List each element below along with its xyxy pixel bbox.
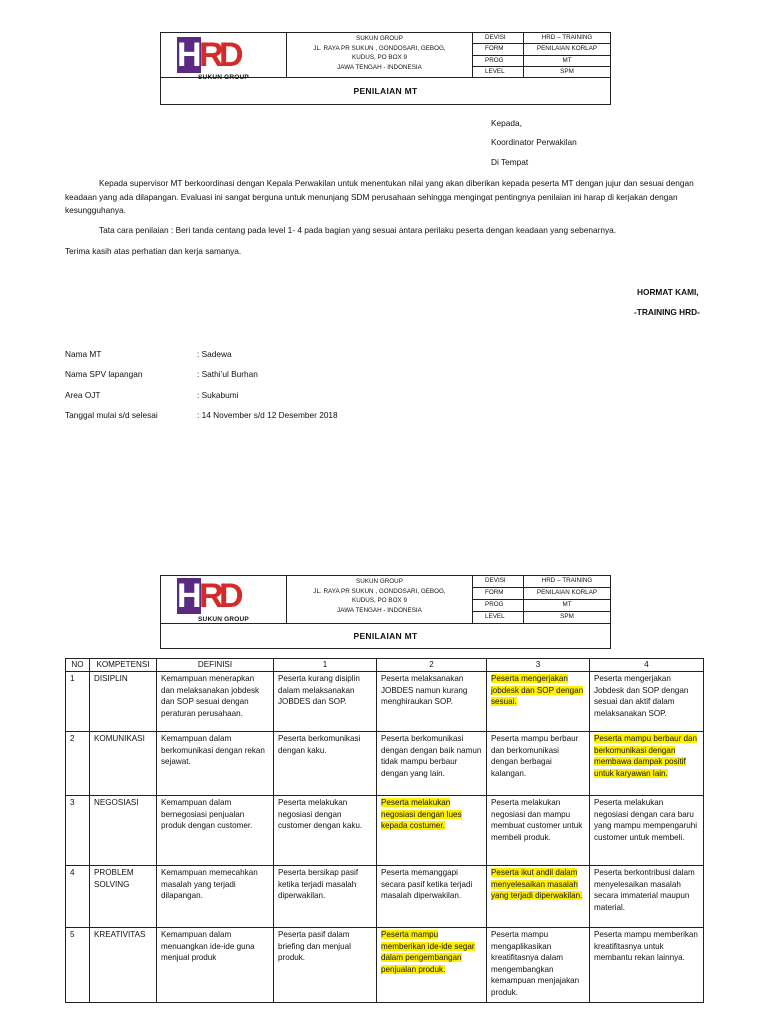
info-value: : Sukabumi <box>197 390 239 400</box>
info-value: : Sathi’ul Burhan <box>197 369 258 379</box>
competency-name <box>90 866 157 928</box>
meta-key: FORM <box>473 588 524 599</box>
competency-definition <box>157 732 274 796</box>
table-row <box>66 672 704 732</box>
competency-name <box>90 928 157 1003</box>
meta-key: PROG <box>473 56 524 66</box>
info-label: Nama MT <box>65 349 102 359</box>
hrd-logo: H R D <box>177 36 244 74</box>
competency-table <box>65 658 704 1003</box>
column-header: 2 <box>377 659 487 672</box>
table-row <box>66 866 704 928</box>
meta-value: HRD – TRAINING <box>541 34 593 41</box>
row-number-text: 5 <box>70 930 75 939</box>
competency-name <box>90 732 157 796</box>
recipient-line: Di Tempat <box>491 157 529 167</box>
meta-value: MT <box>562 601 572 608</box>
level-2-cell <box>377 796 487 866</box>
meta-table <box>473 576 610 623</box>
company-address <box>287 33 473 77</box>
logo-text: SUKUN GROUP <box>198 74 249 81</box>
level-2-cell-text: Peserta melaksanakan JOBDES namun kurang menghiraukan SOP. <box>381 674 468 706</box>
competency-name <box>90 672 157 732</box>
level-3-cell <box>487 672 590 732</box>
logo-cell <box>161 576 287 623</box>
address-line: JAWA TENGAH - INDONESIA <box>337 63 422 71</box>
level-1-cell <box>274 928 377 1003</box>
row-number <box>66 866 90 928</box>
level-2-cell-text: Peserta berkomunikasi dengan dengan baik namun tidak mampu berbaur dengan yang lain. <box>381 734 482 778</box>
competency-definition <box>157 928 274 1003</box>
row-number-text: 3 <box>70 798 75 807</box>
level-3-cell-text: Peserta mampu mengaplikasikan kreatifitasnya dalam mengembangkan kemampuan menjajakan produk. <box>491 930 580 997</box>
competency-definition-text: Kemampuan dalam bernegosiasi penjualan produk dengan customer. <box>161 798 253 830</box>
level-4-cell <box>590 796 704 866</box>
level-4-cell <box>590 928 704 1003</box>
competency-definition-text: Kemampuan menerapkan dan melaksanakan jobdesk dan SOP sesuai dengan peraturan perusahaan. <box>161 674 260 718</box>
competency-name-text: NEGOSIASI <box>94 798 139 807</box>
logo-cell <box>161 33 287 81</box>
recipient-line: Kepada, <box>491 118 522 128</box>
meta-key: FORM <box>473 44 524 54</box>
address-line: JAWA TENGAH - INDONESIA <box>337 606 422 614</box>
meta-value: SPM <box>560 613 574 620</box>
company-name: SUKUN GROUP <box>356 578 403 585</box>
level-3-cell-text: Peserta melakukan negosiasi dan mampu membuat customer untuk membeli produk. <box>491 798 583 842</box>
document-header <box>160 32 611 105</box>
meta-key: LEVEL <box>473 67 524 77</box>
competency-definition-text: Kemampuan dalam menuangkan ide-ide guna menjual produk <box>161 930 255 962</box>
level-3-cell <box>487 732 590 796</box>
row-number <box>66 928 90 1003</box>
level-1-cell <box>274 796 377 866</box>
address-line: KUDUS, PO BOX 9 <box>352 597 407 604</box>
table-row <box>66 732 704 796</box>
column-header: 1 <box>274 659 377 672</box>
level-4-cell <box>590 672 704 732</box>
level-1-cell-text: Peserta berkomunikasi dengan kaku. <box>278 734 361 755</box>
column-header: NO <box>66 659 90 672</box>
row-number <box>66 732 90 796</box>
competency-name-text: KOMUNIKASI <box>94 734 145 743</box>
level-4-cell-text: Peserta melakukan negosiasi dengan cara baru yang mampu mempengaruhi customer untuk membeli. <box>594 798 698 842</box>
address-line: JL. RAYA PR SUKUN , GONDOSARI, GEBOG, <box>313 44 446 52</box>
level-3-cell-text: Peserta mengerjakan jobdesk dan SOP dengan sesuai. <box>491 674 584 706</box>
competency-definition <box>157 796 274 866</box>
level-3-cell <box>487 866 590 928</box>
meta-key: PROG <box>473 600 524 611</box>
competency-definition <box>157 672 274 732</box>
competency-definition-text: Kemampuan dalam berkomunikasi dengan rekan sejawat. <box>161 734 265 766</box>
meta-key: DEVISI <box>473 576 524 587</box>
level-3-cell <box>487 928 590 1003</box>
level-1-cell-text: Peserta melakukan negosiasi dengan customer dengan kaku. <box>278 798 363 830</box>
meta-value: HRD – TRAINING <box>541 577 593 584</box>
level-4-cell-text: Peserta berkontribusi dalam menyelesaikan masalah secara immaterial maupun material. <box>594 868 695 912</box>
level-2-cell <box>377 732 487 796</box>
meta-value: PENILAIAN KORLAP <box>536 589 598 596</box>
row-number-text: 1 <box>70 674 75 683</box>
row-number <box>66 672 90 732</box>
level-4-cell-text: Peserta mampu berbaur dan berkomunikasi dengan membawa dampak positif untuk karyawan lain. <box>594 734 698 778</box>
competency-name-text: KREATIVITAS <box>94 930 146 939</box>
level-2-cell <box>377 928 487 1003</box>
company-name: SUKUN GROUP <box>356 35 403 42</box>
competency-name-text: DISIPLIN <box>94 674 128 683</box>
closing-line: HORMAT KAMI, <box>637 287 699 297</box>
info-value: : Sadewa <box>197 349 232 359</box>
row-number-text: 4 <box>70 868 75 877</box>
logo-text: SUKUN GROUP <box>198 616 249 623</box>
level-1-cell-text: Peserta kurang disiplin dalam melaksanakan JOBDES dan SOP. <box>278 674 360 706</box>
meta-key: LEVEL <box>473 612 524 623</box>
level-3-cell-text: Peserta mampu berbaur dan berkomunikasi dengan berbagai kalangan. <box>491 734 579 778</box>
column-header: DEFINISI <box>157 659 274 672</box>
level-2-cell-text: Peserta melakukan negosiasi dengan lues kepada costumer. <box>381 798 462 830</box>
level-2-cell <box>377 672 487 732</box>
level-4-cell-text: Peserta mampu memberikan kreatifitasnya untuk membantu rekan lainnya. <box>594 930 698 962</box>
level-2-cell-text: Peserta mampu memberikan ide-ide segar dalam pengembangan penjualan produk. <box>381 930 475 974</box>
recipient-line: Koordinator Perwakilan <box>491 137 577 147</box>
level-4-cell <box>590 866 704 928</box>
competency-name-text: PROBLEM SOLVING <box>94 868 134 889</box>
column-header: 3 <box>487 659 590 672</box>
column-header: KOMPETENSI <box>90 659 157 672</box>
level-4-cell <box>590 732 704 796</box>
column-header: 4 <box>590 659 704 672</box>
table-header-row <box>66 659 704 672</box>
level-1-cell <box>274 672 377 732</box>
row-number-text: 2 <box>70 734 75 743</box>
level-3-cell <box>487 796 590 866</box>
letter-paragraph: Kepada supervisor MT berkoordinasi dengan Kepala Perwakilan untuk menentukan nilai yang akan diberikan kepada peserta MT dengan jujur dan sesuai dengan keadaan yang ada dilapangan. Evaluasi ini sangat berguna untuk menunjang SDM perusahaan sehingga mengingat pentingnya penilaian ini harap di kerjakan dengan kesungguhanya. <box>65 178 694 215</box>
address-line: JL. RAYA PR SUKUN , GONDOSARI, GEBOG, <box>313 587 446 595</box>
meta-value: MT <box>562 56 572 64</box>
document-header-repeat <box>160 575 611 649</box>
info-value: : 14 November s/d 12 Desember 2018 <box>197 410 338 420</box>
level-1-cell-text: Peserta bersikap pasif ketika terjadi masalah diperwakilan. <box>278 868 359 900</box>
info-label: Area OJT <box>65 390 101 400</box>
competency-definition-text: Kemampuan memecahkan masalah yang terjadi dilapangan. <box>161 868 258 900</box>
row-number <box>66 796 90 866</box>
level-2-cell-text: Peserta memanggapi secara pasif ketika terjadi masalah diperwakilan. <box>381 868 473 900</box>
form-title: PENILAIAN MT <box>353 86 418 96</box>
level-1-cell-text: Peserta pasif dalam briefing dan menjual produk. <box>278 930 351 962</box>
meta-table <box>473 33 610 77</box>
hrd-logo: H R D <box>177 577 244 615</box>
info-label: Nama SPV lapangan <box>65 369 143 379</box>
meta-value: SPM <box>560 67 574 75</box>
address-line: KUDUS, PO BOX 9 <box>352 54 407 61</box>
company-address <box>287 576 473 623</box>
form-title: PENILAIAN MT <box>353 631 418 641</box>
competency-name <box>90 796 157 866</box>
level-1-cell <box>274 866 377 928</box>
letter-paragraph: Tata cara penilaian : Beri tanda centang pada level 1- 4 pada bagian yang sesuai antara perilaku peserta dengan keadaan yang sebenarnya. <box>99 225 617 235</box>
level-2-cell <box>377 866 487 928</box>
meta-key: DEVISI <box>473 33 524 43</box>
competency-definition <box>157 866 274 928</box>
level-3-cell-text: Peserta ikut andil dalam menyelesaikan masalah yang terjadi diperwakilan. <box>491 868 583 900</box>
thanks-line: Terima kasih atas perhatian dan kerja samanya. <box>65 246 242 256</box>
level-1-cell <box>274 732 377 796</box>
meta-value: PENILAIAN KORLAP <box>536 45 598 53</box>
table-row <box>66 796 704 866</box>
signature-line: -TRAINING HRD- <box>634 307 700 317</box>
table-row <box>66 928 704 1003</box>
info-label: Tanggal mulai s/d selesai <box>65 410 158 420</box>
level-4-cell-text: Peserta mengerjakan Jobdesk dan SOP dengan sesuai dan aktif dalam melaksanakan SOP. <box>594 674 689 718</box>
